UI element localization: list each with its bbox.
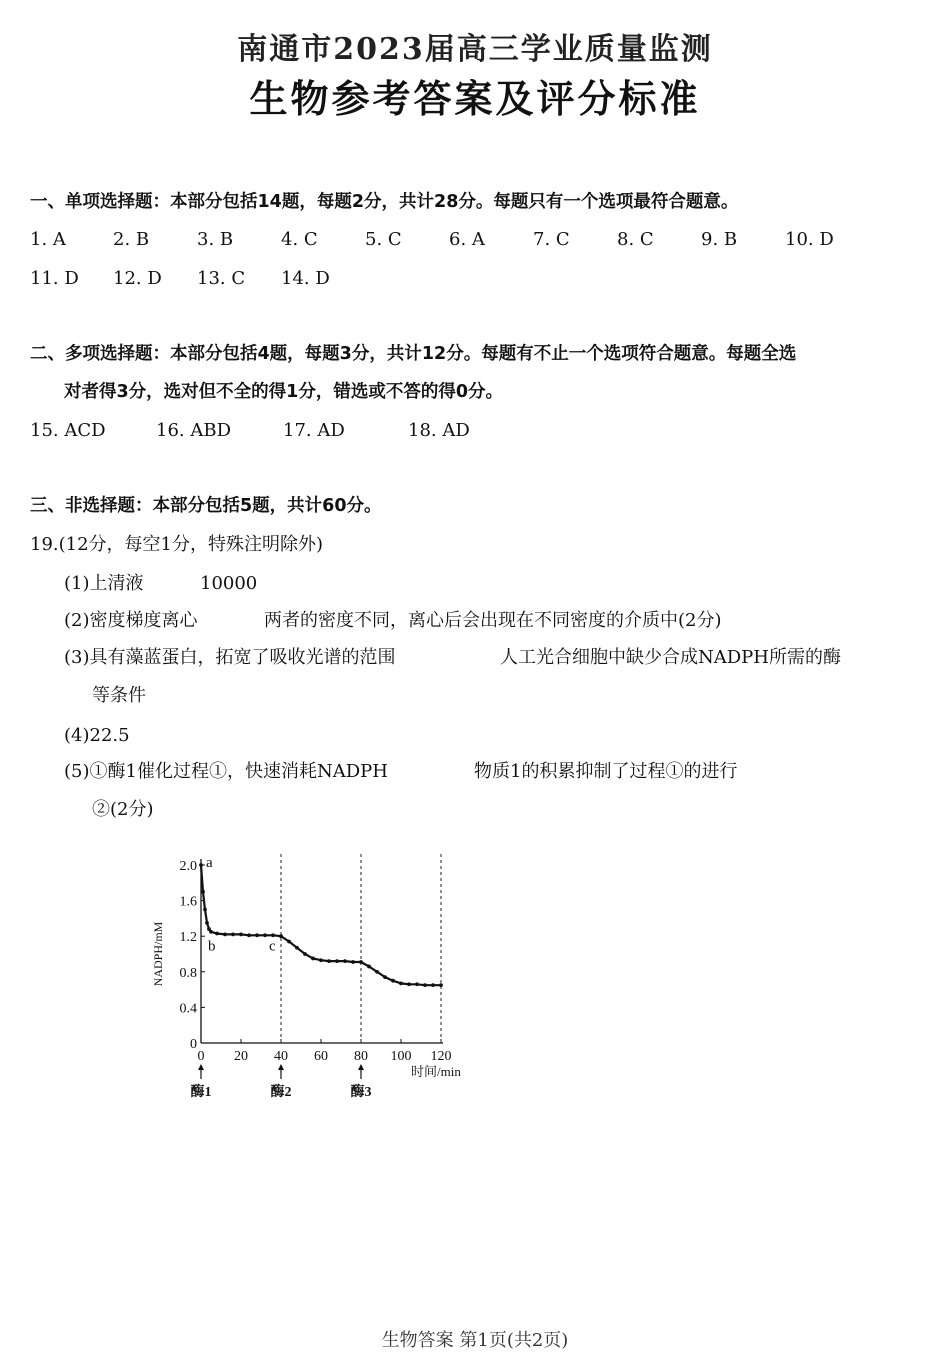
data-point <box>375 970 379 974</box>
data-point <box>391 979 395 983</box>
q19-part1-answer-a: (1)上清液 <box>64 573 144 594</box>
chart-dashed-lines <box>281 853 441 1043</box>
data-point <box>287 940 291 944</box>
data-point <box>439 983 443 987</box>
data-point <box>223 933 227 937</box>
data-point <box>239 933 243 937</box>
answer-item: 1. A <box>30 229 66 250</box>
data-point <box>399 981 403 985</box>
section1-heading: 一、单项选择题：本部分包括14题，每题2分，共计28分。每题只有一个选项最符合题意。 <box>30 192 739 212</box>
page-title: 生物参考答案及评分标准 <box>249 77 701 121</box>
chart-text <box>151 855 461 1100</box>
y-tick-label: 1.2 <box>179 930 197 946</box>
data-point <box>319 958 323 962</box>
chart-axes <box>201 859 443 1043</box>
x-tick-label: 80 <box>354 1049 368 1064</box>
data-point <box>295 946 299 950</box>
data-point <box>205 921 209 925</box>
point-label-a: a <box>206 855 213 871</box>
answer-item: 6. A <box>449 229 485 250</box>
data-point <box>415 982 419 986</box>
data-point <box>407 982 411 986</box>
answer-item: 16. ABD <box>156 420 232 441</box>
enzyme-label: 酶1 <box>190 1085 212 1100</box>
data-point <box>351 960 355 964</box>
nadph-line-chart <box>140 838 480 1103</box>
q19-part3-answer-c: 等条件 <box>92 685 146 706</box>
x-tick-label: 100 <box>390 1049 412 1064</box>
answer-item: 13. C <box>197 268 246 289</box>
answer-item: 10. D <box>785 229 834 250</box>
q19-part5-answer-b: 物质1的积累抑制了过程①的进行 <box>474 761 738 782</box>
data-point <box>359 960 363 964</box>
q19-part3-answer-a: (3)具有藻蓝蛋白，拓宽了吸收光谱的范围 <box>64 647 396 668</box>
answer-item: 7. C <box>533 229 570 250</box>
data-point <box>311 957 315 961</box>
q19-part1-answer-b: 10000 <box>200 573 258 594</box>
answer-item: 3. B <box>197 229 234 250</box>
data-point <box>231 933 235 937</box>
data-point <box>201 890 205 894</box>
x-tick-label: 120 <box>430 1049 452 1064</box>
exam-header-cut: 南通市2023届高三学业质量监测 <box>237 32 713 67</box>
point-label-b: b <box>208 938 216 955</box>
answer-item: 2. B <box>113 229 150 250</box>
answer-item: 8. C <box>617 229 654 250</box>
chart-series <box>198 863 443 1079</box>
q19-part5-answer-a: (5)①酶1催化过程①，快速消耗NADPH <box>64 761 388 782</box>
answer-item: 5. C <box>365 229 402 250</box>
enzyme-arrow-head <box>198 1064 204 1070</box>
data-point <box>209 930 213 934</box>
section2-heading-line2: 对者得3分，选对但不全的得1分，错选或不答的得0分。 <box>64 382 504 402</box>
answer-item: 12. D <box>113 268 162 289</box>
enzyme-arrow-head <box>278 1064 284 1070</box>
data-point <box>199 863 203 867</box>
section2-heading-line1: 二、多项选择题：本部分包括4题，每题3分，共计12分。每题有不止一个选项符合题意。每题全选 <box>30 344 797 364</box>
data-point <box>367 965 371 969</box>
data-point <box>383 975 387 979</box>
data-point <box>263 933 267 937</box>
q19-part2-answer-b: 两者的密度不同，离心后会出现在不同密度的介质中(2分) <box>264 610 722 631</box>
data-point <box>279 934 283 938</box>
section3-heading: 三、非选择题：本部分包括5题，共计60分。 <box>30 496 382 516</box>
data-point <box>335 959 339 963</box>
data-point <box>215 932 219 936</box>
data-point <box>431 983 435 987</box>
y-axis-label: NADPH/mM <box>151 921 165 987</box>
y-tick-label: 0.4 <box>179 1001 197 1017</box>
data-point <box>327 959 331 963</box>
y-tick-label: 2.0 <box>179 859 197 874</box>
q19-part2-answer-a: (2)密度梯度离心 <box>64 610 198 631</box>
answer-item: 18. AD <box>408 420 470 441</box>
x-tick-label: 60 <box>314 1049 328 1064</box>
q19-part5-answer-c: ②(2分) <box>92 799 154 820</box>
answer-item: 4. C <box>281 229 318 250</box>
x-tick-label: 20 <box>234 1049 248 1064</box>
y-tick-label: 1.6 <box>179 894 197 910</box>
q19-part4-answer: (4)22.5 <box>64 725 130 746</box>
page-footer: 生物答案 第1页(共2页) <box>381 1330 569 1351</box>
enzyme-arrow-head <box>358 1064 364 1070</box>
answer-item: 14. D <box>281 268 330 289</box>
x-tick-label: 0 <box>197 1049 205 1064</box>
data-point <box>203 908 207 912</box>
data-point <box>343 959 347 963</box>
point-label-c: c <box>269 938 276 955</box>
data-point <box>303 952 307 956</box>
enzyme-label: 酶3 <box>350 1085 372 1100</box>
answer-item: 15. ACD <box>30 420 106 441</box>
x-tick-label: 40 <box>274 1049 288 1064</box>
enzyme-label: 酶2 <box>270 1085 292 1100</box>
data-point <box>247 933 251 937</box>
nadph-series-line <box>201 865 441 985</box>
answer-item: 9. B <box>701 229 738 250</box>
x-axis-label: 时间/min <box>411 1064 461 1079</box>
data-point <box>255 933 259 937</box>
q19-part3-answer-b: 人工光合细胞中缺少合成NADPH所需的酶 <box>500 647 841 668</box>
y-tick-label: 0.8 <box>179 965 197 981</box>
y-tick-label: 0 <box>190 1037 197 1052</box>
data-point <box>423 983 427 987</box>
answer-item: 17. AD <box>283 420 345 441</box>
answer-item: 11. D <box>30 268 79 289</box>
q19-title: 19.(12分，每空1分，特殊注明除外) <box>30 534 324 555</box>
data-point <box>271 933 275 937</box>
